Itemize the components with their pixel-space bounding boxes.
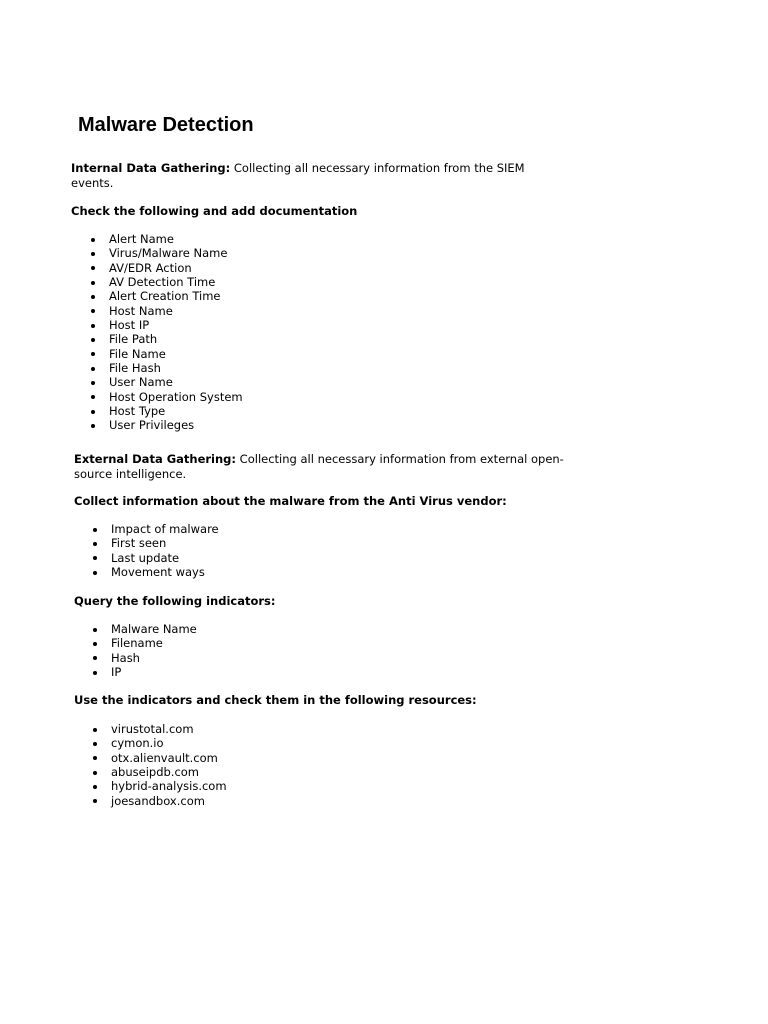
bullet-icon — [93, 671, 97, 675]
external-gathering-paragraph — [74, 452, 564, 481]
bullet-icon — [93, 728, 97, 732]
list-item — [89, 304, 243, 318]
bullet-icon — [93, 785, 97, 789]
bullet-icon — [91, 410, 95, 414]
bullet-icon — [93, 656, 97, 660]
list-item-text: User Name — [109, 375, 173, 390]
list-item-text: IP — [111, 665, 122, 680]
list-item-text: Host IP — [109, 318, 150, 333]
internal-gathering-paragraph — [71, 161, 561, 190]
list-item-text: AV Detection Time — [109, 275, 216, 290]
list-item — [91, 636, 197, 650]
list-item-text: otx.alienvault.com — [111, 750, 218, 765]
vendor-list — [91, 522, 219, 579]
bullet-icon — [93, 542, 97, 546]
bullet-icon — [91, 338, 95, 342]
list-item — [91, 722, 227, 736]
query-heading: Query the following indicators: — [74, 594, 276, 608]
bullet-icon — [91, 309, 95, 313]
list-item-text: Movement ways — [111, 565, 205, 580]
bullet-icon — [91, 252, 95, 256]
list-item-text: Filename — [111, 636, 163, 651]
list-item — [89, 275, 243, 289]
list-item — [89, 347, 243, 361]
list-item-text: File Hash — [109, 361, 161, 376]
list-item-text: Host Name — [109, 303, 173, 318]
list-item-text: abuseipdb.com — [111, 765, 200, 780]
bullet-icon — [93, 528, 97, 532]
list-item-text: Alert Creation Time — [109, 289, 221, 304]
list-item — [89, 261, 243, 275]
query-list — [91, 622, 197, 679]
list-item — [91, 794, 227, 808]
list-item — [91, 565, 219, 579]
bullet-icon — [93, 571, 97, 575]
bullet-icon — [91, 324, 95, 328]
resources-list — [91, 722, 227, 808]
external-gathering-text: Collecting all necessary information from external open-source intelligence. — [74, 452, 564, 481]
list-item-text: First seen — [111, 536, 167, 551]
bullet-icon — [91, 295, 95, 299]
list-item — [89, 246, 243, 260]
list-item-text: joesandbox.com — [111, 793, 205, 808]
list-item-text: Impact of malware — [111, 522, 219, 536]
list-item — [91, 551, 219, 565]
list-item-text: Hash — [111, 650, 140, 665]
list-item-text: Virus/Malware Name — [109, 246, 228, 261]
bullet-icon — [91, 367, 95, 371]
bullet-icon — [91, 424, 95, 428]
list-item-text: Host Operation System — [109, 389, 243, 404]
bullet-icon — [93, 642, 97, 646]
bullet-icon — [91, 238, 95, 242]
resources-heading: Use the indicators and check them in the following resources: — [74, 693, 477, 707]
list-item — [89, 404, 243, 418]
list-item-text: User Privileges — [109, 418, 195, 433]
bullet-icon — [93, 742, 97, 746]
list-item — [91, 751, 227, 765]
bullet-icon — [93, 756, 97, 760]
list-item-text: Alert Name — [109, 232, 174, 246]
list-item — [89, 232, 243, 246]
list-item — [89, 318, 243, 332]
bullet-icon — [91, 352, 95, 356]
list-item — [89, 361, 243, 375]
external-gathering-label: External Data Gathering: — [74, 452, 237, 466]
list-item — [89, 289, 243, 303]
vendor-heading: Collect information about the malware from the Anti Virus vendor: — [74, 494, 507, 508]
bullet-icon — [91, 266, 95, 270]
list-item — [91, 765, 227, 779]
list-item — [91, 779, 227, 793]
bullet-icon — [93, 628, 97, 632]
list-item — [91, 536, 219, 550]
list-item-text: hybrid-analysis.com — [111, 779, 227, 794]
check-heading: Check the following and add documentation — [71, 204, 358, 218]
list-item — [89, 375, 243, 389]
list-item — [91, 651, 197, 665]
page-title: Malware Detection — [78, 114, 254, 136]
internal-gathering-text: Collecting all necessary information from the SIEM events. — [71, 161, 525, 190]
list-item — [91, 622, 197, 636]
list-item — [89, 418, 243, 432]
internal-gathering-label: Internal Data Gathering: — [71, 161, 231, 175]
list-item — [91, 665, 197, 679]
bullet-icon — [91, 381, 95, 385]
list-item-text: Malware Name — [111, 622, 197, 636]
list-item-text: File Name — [109, 346, 166, 361]
bullet-icon — [91, 281, 95, 285]
bullet-icon — [93, 556, 97, 560]
list-item — [89, 390, 243, 404]
list-item — [91, 736, 227, 750]
list-item-text: Host Type — [109, 404, 166, 419]
list-item — [91, 522, 219, 536]
bullet-icon — [91, 395, 95, 399]
list-item-text: AV/EDR Action — [109, 260, 192, 275]
check-list — [89, 232, 243, 433]
bullet-icon — [93, 799, 97, 803]
list-item-text: virustotal.com — [111, 722, 194, 736]
bullet-icon — [93, 771, 97, 775]
list-item-text: cymon.io — [111, 736, 164, 751]
list-item-text: File Path — [109, 332, 158, 347]
list-item — [89, 332, 243, 346]
list-item-text: Last update — [111, 550, 180, 565]
